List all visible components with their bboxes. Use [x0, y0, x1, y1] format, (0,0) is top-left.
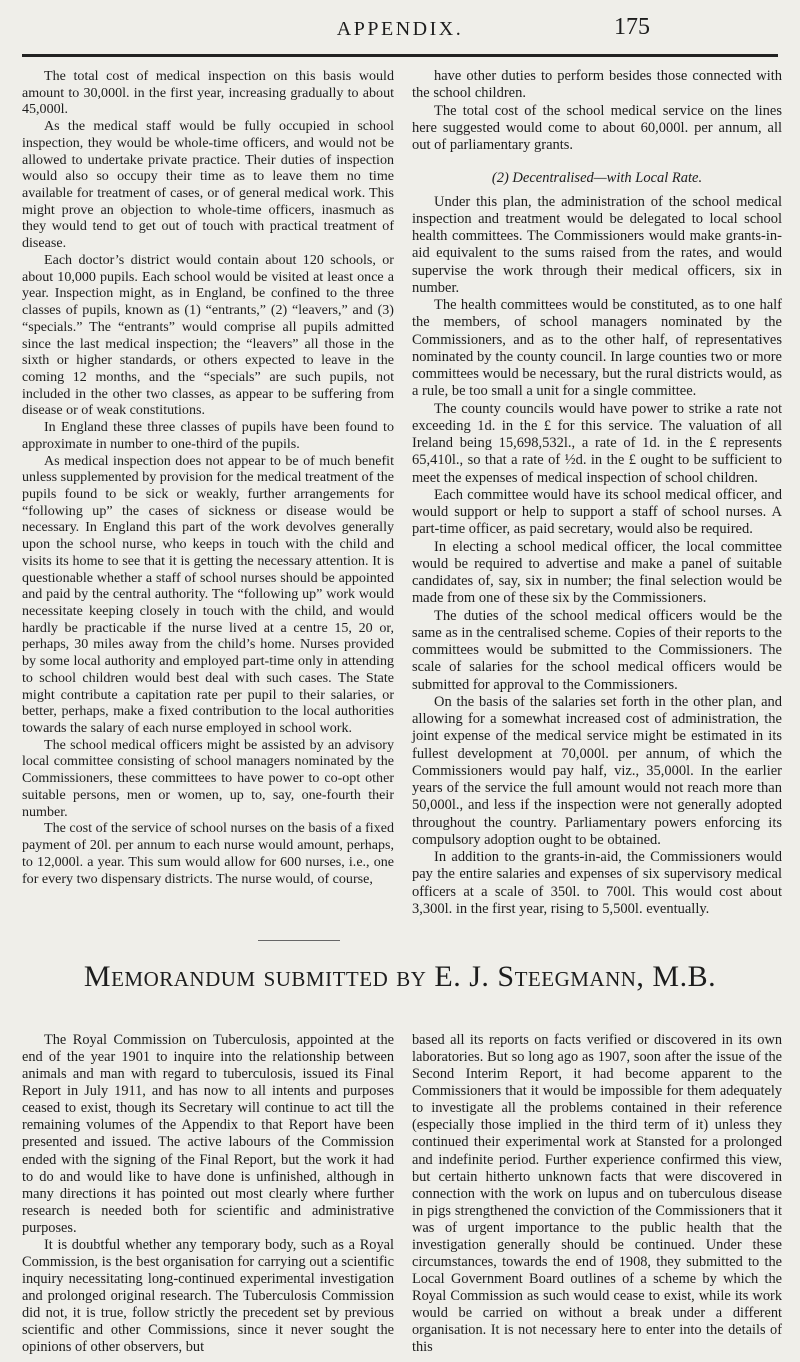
section-heading: (2) Decentralised—with Local Rate.: [491, 170, 703, 187]
memorandum-prefix: Memorandum submitted by: [83, 960, 427, 993]
top-left-column: [22, 68, 394, 887]
running-title: APPENDIX.: [336, 18, 464, 40]
paragraph: As medical inspection does not appear to be of much benefit unless supplemented by provision for the medical treatment of the pupils found to be sick or weakly, further arrangements for “following up” the cases of sickness or disease would be necessary. In England this part of the work devolves generally upon the school nurse, who keeps in touch with the child and visits its home to see that it is getting the necessary attention. It is questionable whether a staff of school nurses should be appointed and paid by the central authority. The “following up” work would necessitate keeping closely in touch with the child, and would hardly be practicable if the nurse lived at a centre 15, 20 or, perhaps, 30 miles away from the child’s home. Nurses provided by some local authority and employed part-time only in attending to school children would best deal with such cases. The State might contribute a capitation rate per pupil to their salaries, or better, perhaps, make a fixed contribution to the local authorities towards the salary of each nurse employed in school work.: [22, 452, 394, 737]
top-right-column: [412, 68, 782, 918]
paragraph: The total cost of medical inspection on this basis would amount to 30,000l. in the first year, increasing gradually to about 45,000l.: [22, 68, 394, 118]
paragraph: The total cost of the school medical service on the lines here suggested would come to about 60,000l. per annum, all out of parliamentary grants.: [412, 102, 782, 153]
paragraph: Each doctor’s district would contain about 120 schools, or about 10,000 pupils. Each school would be visited at least once a year. Inspection might, as in England, be confined to the three classes of pupils, known as (1) “entrants,” (2) “leavers,” and (3) “specials.” The “entrants” would comprise all pupils admitted since the last medical inspection; the “leavers” all those in the sixth or higher standards, or others expected to leave in the coming 12 months, and the “specials” are such pupils, not included in the other two classes, as appear to be suffering from disease or of weak constitutions.: [22, 251, 394, 419]
bottom-right-column: [412, 1032, 782, 1356]
paragraph: In addition to the grants-in-aid, the Commissioners would pay the entire salaries and expenses of six supervisory medical officers at a scale of 350l. to 700l. This would cost about 3,300l. in the first year, rising to 5,500l. eventually.: [412, 849, 782, 917]
paragraph: The school medical officers might be assisted by an advisory local committee consisting of school managers nominated by the Commissioners, these committees to have power to co-opt other suitable persons, men or women, up to, say, one-fourth their number.: [22, 736, 394, 820]
paragraph: based all its reports on facts verified or discovered in its own laboratories. But so long ago as 1907, soon after the issue of the Second Interim Report, it had become apparent to the Commissioners that it would be impossible for them adequately to investigate all the problems contained in their reference (especially those implied in the third term of it) unless they continued their experimental work at Stansted for a prolonged and indefinite period. Further experience confirmed this view, but certain hitherto unknown facts that were discovered in connection with the work on lupus and on tuberculous disease in pigs strengthened the conviction of the Commissioners that it was of urgent importance to the public health that the investigation generally should be continued. Under these circumstances, towards the end of 1908, they submitted to the Local Government Board outlines of a scheme by which the Royal Commission as such would cease to exist, while its work would be carried on without a break under a different organisation. It is not necessary here to enter into the details of this: [412, 1032, 782, 1356]
bottom-left-column: [22, 1032, 394, 1356]
paragraph: In electing a school medical officer, the local committee would be required to advertise and make a panel of suitable candidates of, say, six in number; the final selection would be made from one of these six by the Commissioners.: [412, 538, 782, 607]
paragraph: The Royal Commission on Tuberculosis, appointed at the end of the year 1901 to inquire into the relationship between animals and man with regard to tuberculosis, issued its Final Report in July 1911, and has now to all intents and purposes ceased to exist, though its Secretary will continue to act till the remaining volumes of the Appendix to that Report have been presented and issued. The active labours of the Commission ended with the signing of the Final Report, but the work it had to do and would like to have done is unfinished, although in many directions it has pointed out most clearly where further research is needed both for scientific and administrative purposes.: [22, 1032, 394, 1236]
paragraph: The health committees would be constituted, as to one half the members, of school managers nominated by the Commissioners, and as to the other half, of representatives nominated by the county council. In large counties two or more committees would be necessary, but the rural districts would, as a rule, be too small a unit for a single committee.: [412, 297, 782, 400]
header-rule: [22, 54, 778, 57]
paragraph: The county councils would have power to strike a rate not exceeding 1d. in the £ for this service. The valuation of all Ireland being 15,698,532l., a rate of 1d. in the £ represents 65,410l., so that a rate of ½d. in the £ ought to be sufficient to meet the expenses of medical inspection of school children.: [412, 400, 782, 486]
page-number: 175: [614, 14, 650, 40]
paragraph: On the basis of the salaries set forth in the other plan, and allowing for a somewhat increased cost of administration, the joint expense of the medical service might be estimated in its fullest development at 70,000l. per annum, of which the Commissioners would pay half, viz., 35,000l. In the earlier years of the service the full amount would not reach more than 50,000l., and less if the inspection were not generally adopted throughout the country. Parliamentary powers enforcing its compulsory adoption ought to be obtained.: [412, 693, 782, 848]
memorandum-author: E. J. Steegmann, M.B.: [434, 960, 717, 993]
paragraph: It is doubtful whether any temporary body, such as a Royal Commission, is the best organisation for carrying out a scientific inquiry necessitating long-continued experimental investigation and prolonged original research. The Tuberculosis Commission did not, it is true, follow strictly the precedent set by previous scientific and other Commissions, since it never sought the opinions of other observers, but: [22, 1236, 394, 1356]
page-header: [0, 0, 800, 58]
paragraph: Each committee would have its school medical officer, and would support or help to support a staff of school nurses. A part-time officer, as paid secretary, would also be required.: [412, 486, 782, 538]
paragraph: In England these three classes of pupils have been found to approximate in number to one-third of the pupils.: [22, 419, 394, 452]
section-divider: [258, 940, 340, 941]
paragraph: Under this plan, the administration of the school medical inspection and treatment would be delegated to local school health committees. The Commissioners would make grants-in-aid equivalent to the sums raised from the rates, and would supervise the work through their medical officers, six in number.: [412, 193, 782, 296]
memorandum-heading: [0, 960, 800, 994]
paragraph: have other duties to perform besides those connected with the school children.: [412, 68, 782, 102]
paragraph: The duties of the school medical officers would be the same as in the centralised scheme. Copies of their reports to the committees would be submitted to the Commissioners. The scale of salaries for the school medical officers would be submitted for approval to the Commissioners.: [412, 607, 782, 693]
paragraph: As the medical staff would be fully occupied in school inspection, they would be whole-time officers, and would not be allowed to undertake private practice. Their duties of inspection would also so occupy their time as to leave them no time available for treatment of cases, or of general medical work. This might prove an objection to whole-time officers, inasmuch as they would tend to get out of touch with practical treatment of disease.: [22, 118, 394, 252]
paragraph: The cost of the service of school nurses on the basis of a fixed payment of 20l. per annum to each nurse would amount, perhaps, to 12,000l. a year. This sum would allow for 600 nurses, i.e., one for every two dispensary districts. The nurse would, of course,: [22, 820, 394, 887]
